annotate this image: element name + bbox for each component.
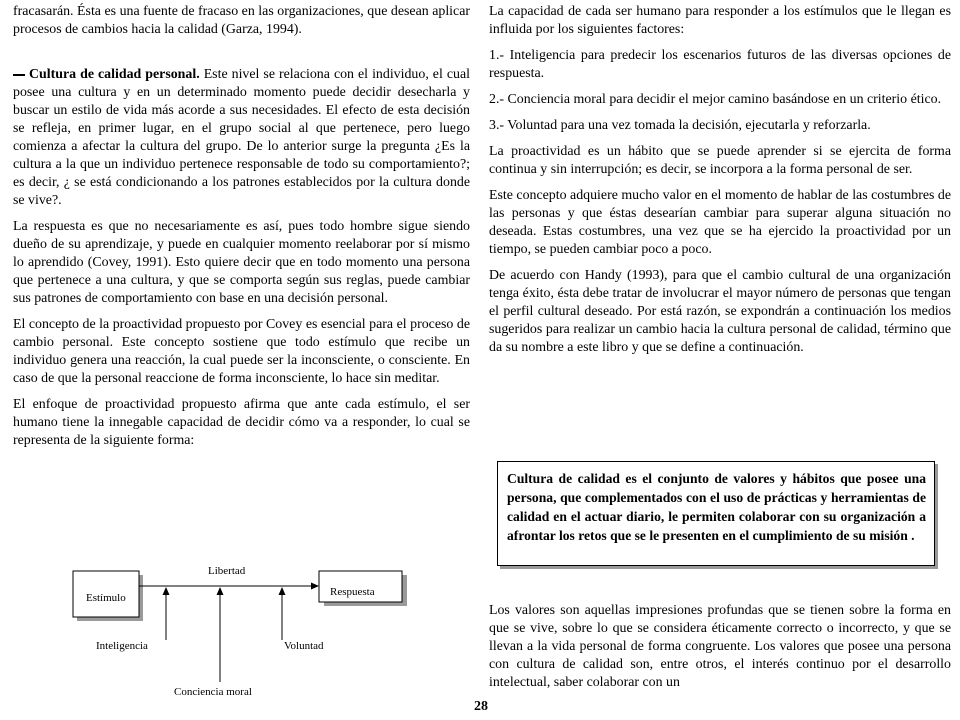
page-number: 28 xyxy=(474,699,488,714)
response-label: Respuesta xyxy=(330,586,375,598)
paragraph: La proactividad es un hábito que se puede aprender si se ejercita de forma continua y sin interrupción; es decir, se incorpora a la forma personal de ser. xyxy=(489,144,951,177)
paragraph-body: Este nivel se relaciona con el individuo, el cual posee una cultura y en un determinado momento puede decidir desecharla y buscar un estilo de vida más acorde a sus necesidades. El efecto de esta decisión se refleja, en primer lugar, en el grupo social al que pertenece, pero luego comienza a afectar la cultura del grupo. De lo anterior surge la pregunta ¿Es la cultura a la que un individuo pertenece responsable de todo su comportamiento?; es decir, ¿ se está condicionando a los patrones establecidos por la cultura donde se vive?. xyxy=(13,67,470,208)
definition-callout-box: Cultura de calidad es el conjunto de valores y hábitos que posee una persona, que complementados con el uso de prácticas y herramientas de calidad en el actuar diario, le permiten colaborar con su organización a afrontar los retos que se le presenten en el cumplimiento de su misión . xyxy=(497,461,935,566)
list-item: 2.- Conciencia moral para decidir el mejor camino basándose en un criterio ético. xyxy=(489,92,942,107)
paragraph: El enfoque de proactividad propuesto afirma que ante cada estímulo, el ser humano tiene la innegable capacidad de decidir cómo va a responder, lo cual se representa de la siguiente forma: xyxy=(13,397,470,448)
paragraph: De acuerdo con Handy (1993), para que el cambio cultural de una organización tenga éxito, ésta debe tratar de involucrar el mayor número de personas que tengan el perfil cultural deseado. Por está razón, se expondrán a continuación los medios sugeridos para realizar un cambio hacia la cultura personal de calidad, término que da su nombre a este libro y que se define a continuación. xyxy=(489,268,951,355)
paragraph: Los valores son aquellas impresiones profundas que se tienen sobre la forma en que se vive, sobre lo que se considera éticamente correcto o incorrecto, y que se llevan a la vida personal de forma congruente. Los valores que posee una persona con cultura de calidad son, entre otros, el interés continuo por el desarrollo intelectual, saber colaborar con un xyxy=(489,603,951,690)
paragraph: Este concepto adquiere mucho valor en el momento de hablar de las costumbres de las personas y que éstas desearían cambiar para superar alguna situación no deseada. Estas costumbres, una vez que se ha ejercido la proactividad por un tiempo, se pueden cambiar poco a poco. xyxy=(489,188,951,257)
paragraph: fracasarán. Ésta es una fuente de fracaso en las organizaciones, que desean aplicar procesos de cambios hacia la calidad (Garza, 1994). xyxy=(13,4,470,37)
arrow-head xyxy=(279,587,286,595)
paragraph-cultura-personal xyxy=(13,66,470,210)
freedom-label: Libertad xyxy=(208,565,246,577)
paragraph: El concepto de la proactividad propuesto por Covey es esencial para el proceso de cambio personal. Este concepto sostiene que todo estímulo que recibe un individuo genera una reacción, la cual puede ser la inconsciente, o consciente. En caso de que la personal reaccione de forma inconsciente, lo hace sin meditar. xyxy=(13,317,470,386)
intelligence-label: Inteligencia xyxy=(96,640,148,652)
proactivity-diagram xyxy=(60,560,375,705)
arrow-head xyxy=(163,587,170,595)
list-item: 3.- Voluntad para una vez tomada la decisión, ejecutarla y reforzarla. xyxy=(489,118,871,133)
arrow-head xyxy=(311,583,319,590)
paragraph: La capacidad de cada ser humano para responder a los estímulos que le llegan es influida por los siguientes factores: xyxy=(489,4,951,37)
moral-conscience-label: Conciencia moral xyxy=(174,686,252,698)
section-heading: Cultura de calidad personal. xyxy=(29,67,200,82)
list-item: 1.- Inteligencia para predecir los escenarios futuros de las diversas opciones de respuesta. xyxy=(489,48,951,81)
stimulus-label: Estímulo xyxy=(86,592,126,604)
bullet-dash xyxy=(13,74,25,76)
will-label: Voluntad xyxy=(284,640,324,652)
arrow-head xyxy=(217,587,224,595)
paragraph: La respuesta es que no necesariamente es así, pues todo hombre sigue siendo dueño de su aprendizaje, y puede en cualquier momento reelaborar por sí mismo lo aprendido (Covey, 1991). Esto quiere decir que en todo momento una persona que pertenece a una cultura, y que se comporta según sus reglas, puede cambiar sus patrones de comportamiento con base en una decisión personal. xyxy=(13,219,470,306)
left-column xyxy=(13,3,470,458)
